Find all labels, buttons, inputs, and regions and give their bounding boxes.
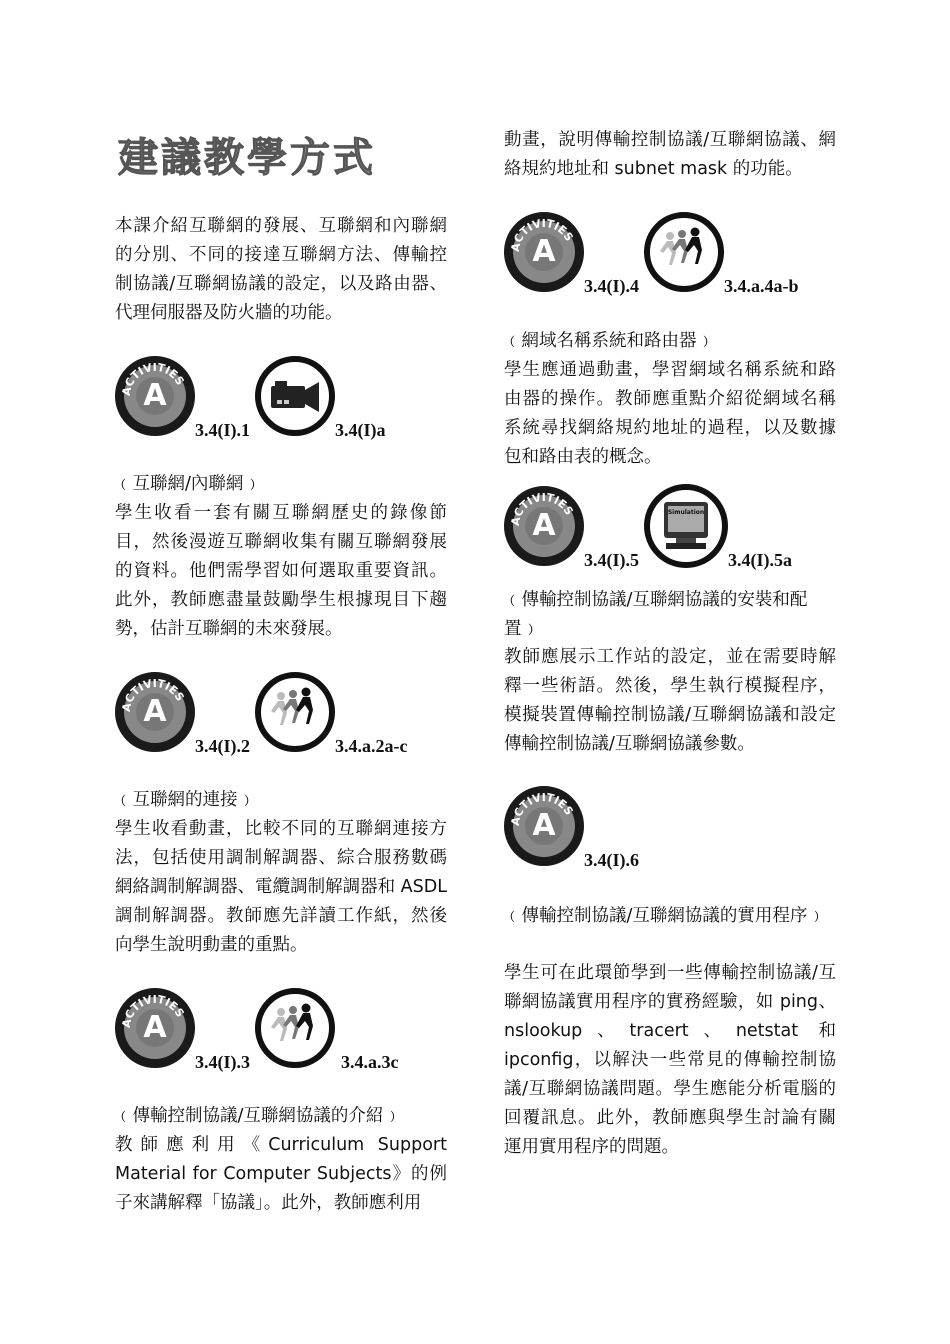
icon-row-3 — [115, 988, 447, 1074]
running-people-icon — [255, 988, 335, 1068]
activity-code: 3.4(I).6 — [584, 850, 639, 870]
section-heading: ﹙互聯網的連接﹚ — [115, 790, 255, 810]
intro-paragraph: 本課介紹互聯網的發展、互聯網和內聯網的分別、不同的接達互聯網方法、傳輸控制協議/互聯網協議的設定，以及路由器、代理伺服器及防火牆的功能。 — [115, 216, 447, 323]
activities-icon: ACTIVITIES A — [115, 356, 195, 436]
svg-text:Simulation: Simulation — [667, 509, 705, 516]
icon-row-6 — [504, 786, 836, 872]
section-body-continued: 動畫，說明傳輸控制協議/互聯網協議、網絡規約地址和 subnet mask 的功能。 — [504, 130, 836, 179]
section-heading: ﹙傳輸控制協議/互聯網協議的介紹﹚ — [115, 1106, 401, 1126]
activity-code: 3.4(I).4 — [584, 276, 639, 296]
section-heading: ﹙互聯網/內聯網﹚ — [115, 474, 261, 494]
resource-code: 3.4.a.4a-b — [724, 276, 799, 296]
activities-icon: ACTIVITIES A — [115, 988, 195, 1068]
running-people-icon — [644, 212, 724, 292]
activities-icon: ACTIVITIES A — [504, 486, 584, 566]
video-camera-icon — [255, 356, 335, 436]
svg-text:ACTIVITIES: ACTIVITIES — [119, 992, 187, 1029]
icon-row-5 — [504, 486, 836, 572]
section-body: 教師應展示工作站的設定，並在需要時解釋一些術語。然後，學生執行模擬程序，模擬裝置傳輸控制協議/互聯網協議和設定傳輸控制協議/互聯網協議參數。 — [504, 647, 836, 754]
svg-text:ACTIVITIES: ACTIVITIES — [508, 790, 576, 827]
activities-icon: ACTIVITIES A — [504, 212, 584, 292]
svg-text:ACTIVITIES: ACTIVITIES — [508, 490, 576, 527]
activity-code: 3.4(I).1 — [195, 420, 250, 440]
resource-code: 3.4.a.2a-c — [335, 736, 408, 756]
activity-code: 3.4(I).2 — [195, 736, 250, 756]
section-heading: ﹙網域名稱系統和路由器﹚ — [504, 331, 714, 351]
activities-icon: ACTIVITIES A — [115, 672, 195, 752]
resource-code: 3.4(I).5a — [728, 550, 792, 570]
icon-row-4 — [504, 212, 836, 298]
icon-row-1 — [115, 356, 447, 442]
svg-text:ACTIVITIES: ACTIVITIES — [119, 360, 187, 397]
activities-icon: ACTIVITIES A — [504, 786, 584, 866]
resource-code: 3.4.a.3c — [341, 1052, 399, 1072]
simulation-computer-icon — [644, 484, 728, 568]
icon-row-2 — [115, 672, 447, 758]
svg-text:ACTIVITIES: ACTIVITIES — [508, 216, 576, 253]
activity-code: 3.4(I).3 — [195, 1052, 250, 1072]
activity-code: 3.4(I).5 — [584, 550, 639, 570]
page-title: 建議教學方式 — [118, 135, 376, 181]
svg-text:ACTIVITIES: ACTIVITIES — [119, 676, 187, 713]
section-body: 學生收看動畫，比較不同的互聯網連接方法，包括使用調制解調器、綜合服務數碼網絡調制解調器、電纜調制解調器和 ASDL 調制解調器。教師應先詳讀工作紙，然後向學生說明動畫的重點。 — [115, 819, 447, 955]
section-body: 學生可在此環節學到一些傳輸控制協議/互聯網協議實用程序的實務經驗，如 ping、nslookup、tracert、netstat 和 ipconfig，以解決一些常見的傳輸控制協議/互聯網協議問題。學生應能分析電腦的回覆訊息。此外，教師應與學生討論有關運用實用程序的問題。 — [504, 963, 836, 1157]
section-heading: ﹙傳輸控制協議/互聯網協議的安裝和配置﹚ — [504, 590, 808, 639]
running-people-icon — [255, 672, 335, 752]
section-heading: ﹙傳輸控制協議/互聯網協議的實用程序﹚ — [504, 906, 825, 926]
section-body: 學生應通過動畫，學習網域名稱系統和路由器的操作。教師應重點介紹從網域名稱系統尋找網絡規約地址的過程，以及數據包和路由表的概念。 — [504, 360, 836, 467]
resource-code: 3.4(I)a — [335, 420, 386, 440]
section-body-part1: 教師應利用《Curriculum Support Material for Computer Subjects》的例子來講解釋「協議」。此外，教師應利用 — [115, 1135, 447, 1213]
section-body: 學生收看一套有關互聯網歷史的錄像節目，然後漫遊互聯網收集有關互聯網發展的資料。他們需學習如何選取重要資訊。此外，教師應盡量鼓勵學生根據現目下趨勢，估計互聯網的未來發展。 — [115, 503, 447, 639]
